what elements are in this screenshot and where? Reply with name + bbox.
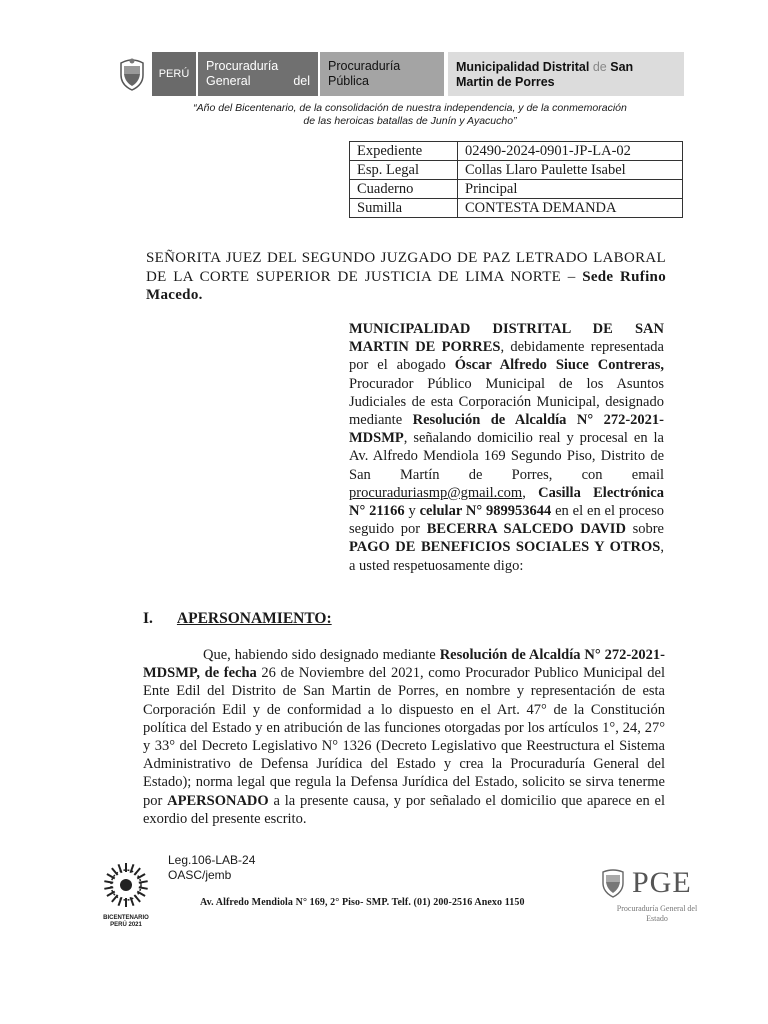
case-key: Esp. Legal — [350, 161, 458, 180]
party-text: Procurador Público Municipal de los Asuntos Judiciales de esta Corporación Municipal, designado mediante — [349, 375, 664, 429]
party-text: en el en el proceso seguido por — [349, 503, 664, 538]
party-text: , señalando domicilio real y procesal en la Av. Alfredo Mendiola 169 Segundo Piso, Distrito de San Martín de Porres, con email — [349, 430, 664, 483]
party-text: , — [522, 484, 539, 501]
file-reference — [168, 853, 255, 883]
footer-address: Av. Alfredo Mendiola N° 169, 2° Piso- SMP. Telf. (01) 200-2516 Anexo 1150 — [200, 897, 525, 908]
case-key: Sumilla — [350, 199, 458, 218]
shield-icon — [600, 868, 626, 898]
party-text: y — [404, 503, 420, 520]
municipality-line2: Martin de Porres — [456, 75, 555, 89]
pge-wordmark: PGE — [632, 866, 692, 899]
municipality-label — [448, 52, 684, 96]
case-key: Cuaderno — [350, 180, 458, 199]
table-row — [350, 142, 683, 161]
pge-label-line2b: del — [293, 74, 310, 88]
case-key: Expediente — [350, 142, 458, 161]
lawyer-name: Óscar Alfredo Siuce Contreras, — [454, 357, 664, 374]
body-bold: APERSONADO — [167, 792, 269, 809]
pge-label-line1: Procuraduría — [206, 59, 279, 73]
resolution-ref: Resolución de Alcaldía N° 272-2021-MDSMP — [349, 412, 664, 447]
bicentenario-label: BICENTENARIO — [103, 915, 149, 921]
party-text: , a usted respetuosamente digo: — [349, 539, 664, 574]
pge-logo — [600, 866, 710, 924]
addressee-text: SEÑORITA JUEZ DEL SEGUNDO JUZGADO DE PAZ LETRADO LABORAL DE LA CORTE SUPERIOR DE JUSTICIA DE LIMA NORTE – — [146, 250, 666, 285]
letterhead — [112, 52, 684, 96]
pge-label — [198, 52, 320, 96]
addressee-venue: Sede Rufino Macedo. — [146, 268, 666, 303]
public-prosecutor-line2: Pública — [328, 74, 369, 88]
party-text: , debidamente representada por el abogado — [349, 339, 664, 374]
case-value: 02490-2024-0901-JP-LA-02 — [458, 142, 683, 161]
body-bold: Resolución de Alcaldía N° 272-2021-MDSMP, de fecha — [143, 647, 666, 682]
section-heading — [143, 610, 332, 628]
case-value: Principal — [458, 180, 683, 199]
pge-subtitle-line2: Estado — [646, 914, 668, 923]
body-paragraph — [143, 646, 665, 828]
party-paragraph — [349, 320, 664, 575]
body-text: a la presente causa, y por señalado el domicilio que aparece en el exordio del presente escrito. — [143, 792, 665, 827]
section-number: I. — [143, 610, 153, 627]
file-reference-line2: OASC/jemb — [168, 868, 232, 882]
table-row — [350, 161, 683, 180]
municipality-line1a: Municipalidad Distrital — [456, 60, 590, 74]
public-prosecutor-line1: Procuraduría — [328, 59, 401, 73]
municipality-line1c: San — [610, 60, 634, 74]
case-table — [349, 141, 683, 218]
addressee — [146, 249, 666, 305]
public-prosecutor-label — [320, 52, 444, 96]
pge-label-line2a: General — [206, 74, 251, 88]
peru-label: PERÚ — [152, 52, 198, 96]
table-row — [350, 199, 683, 218]
bicentenario-logo — [94, 860, 158, 929]
body-text: 26 de Noviembre del 2021, como Procurador Publico Municipal del Ente Edil del Distrito de San Martin de Porres, en nombre y representación de esta Corporación Edil y de conformidad a lo dispuesto en el Art. 47° de la Constitución política del Estado y en atribución de las funciones otorgadas por los artículos 1°, 24, 27° y 33° del Decreto Legislativo N° 1326 (Decreto Legislativo que Reestructura el Sistema Administrativo de Defensa Jurídica del Estado y crea la Procuraduría General del Estado); norma legal que regula la Defensa Jurídica del Estado, solicito se sirva tenerme por — [143, 665, 665, 809]
phone-ref: celular N° 989953644 — [419, 503, 552, 520]
case-matter: PAGO DE BENEFICIOS SOCIALES Y OTROS — [349, 539, 661, 556]
body-text: Que, habiendo sido designado mediante — [203, 647, 440, 663]
motto — [140, 102, 680, 128]
table-row — [350, 180, 683, 199]
party-name: MUNICIPALIDAD DISTRITAL DE SAN MARTIN DE PORRES — [349, 321, 664, 356]
motto-line1: “Año del Bicentenario, de la consolidación de nuestra independencia, y de la conmemoración — [193, 102, 627, 114]
case-value: CONTESTA DEMANDA — [458, 199, 683, 218]
bicentenario-year: PERÚ 2021 — [110, 922, 142, 928]
motto-line2: de las heroicas batallas de Junín y Ayacucho” — [303, 115, 517, 127]
coat-of-arms-icon — [112, 52, 152, 96]
municipality-line1b: de — [592, 60, 607, 74]
pge-subtitle-line1: Procuraduría General del — [616, 904, 698, 913]
section-title: APERSONAMIENTO: — [176, 610, 332, 627]
email-link[interactable]: procuraduriasmp@gmail.com — [349, 484, 523, 501]
plaintiff-name: BECERRA SALCEDO DAVID — [426, 521, 626, 538]
bicentenario-icon — [101, 860, 151, 910]
casilla-ref: Casilla Electrónica N° 21166 — [349, 484, 664, 520]
case-value: Collas Llaro Paulette Isabel — [458, 161, 683, 180]
party-text: sobre — [625, 521, 664, 538]
file-reference-line1: Leg.106-LAB-24 — [168, 853, 256, 867]
